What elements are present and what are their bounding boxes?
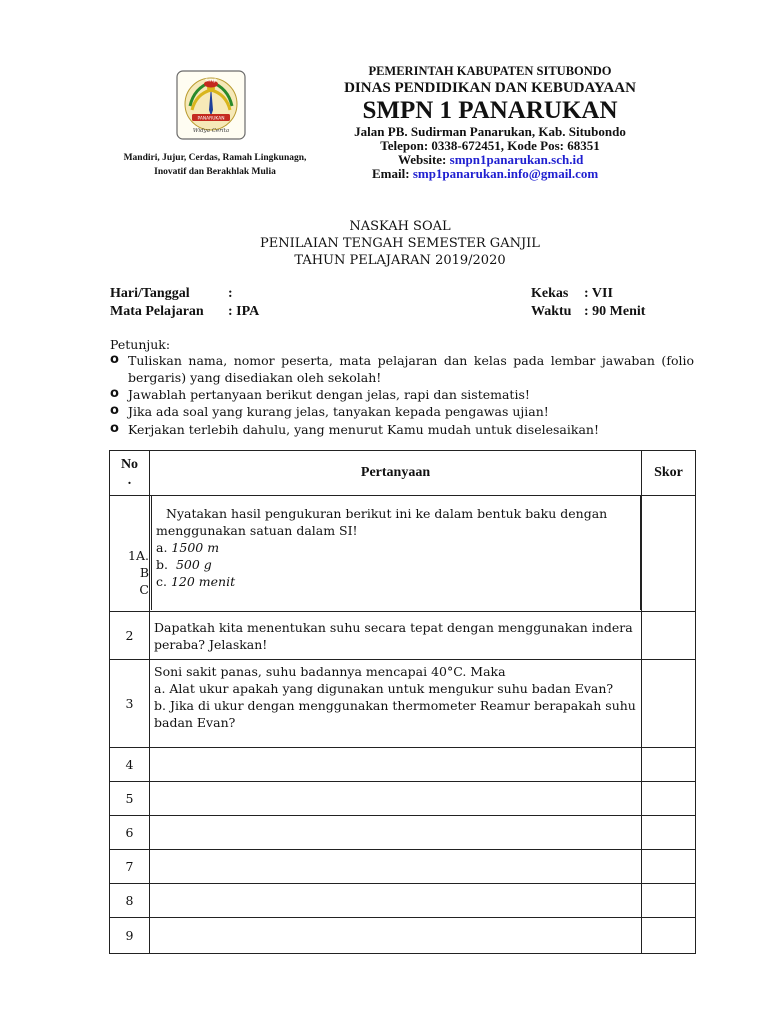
table-row bbox=[110, 816, 696, 850]
question-1-frame bbox=[151, 496, 641, 610]
row-number: 3 bbox=[110, 660, 150, 748]
score-cell bbox=[642, 782, 696, 816]
day-label: Hari/Tanggal bbox=[110, 286, 190, 301]
question-cell bbox=[150, 748, 642, 782]
day-value: : bbox=[228, 286, 233, 301]
instruction-item: Jawablah pertanyaan berikut dengan jelas, rapi dan sistematis! bbox=[128, 387, 530, 402]
question-text: a. Alat ukur apakah yang digunakan untuk mengukur suhu badan Evan? bbox=[154, 681, 614, 696]
table-row bbox=[110, 660, 696, 748]
bullet-icon: o bbox=[110, 403, 119, 418]
school-logo bbox=[176, 70, 246, 140]
instruction-item: Jika ada soal yang kurang jelas, tanyakan kepada pengawas ujian! bbox=[128, 404, 549, 419]
question-cell bbox=[150, 850, 642, 884]
score-cell bbox=[642, 918, 696, 954]
subject-value: : IPA bbox=[228, 304, 260, 319]
school-address: Jalan PB. Sudirman Panarukan, Kab. Situbondo bbox=[354, 124, 626, 139]
table-header-row bbox=[110, 451, 696, 496]
question-cell bbox=[150, 918, 642, 954]
svg-text:smp: smp bbox=[205, 77, 217, 84]
bullet-icon: o bbox=[110, 386, 119, 401]
class-label: Kekas bbox=[531, 286, 569, 301]
subject-label: Mata Pelajaran bbox=[110, 304, 204, 319]
school-website: Website: smpn1panarukan.sch.id bbox=[398, 152, 584, 167]
svg-text:PANARUKAN: PANARUKAN bbox=[197, 116, 225, 122]
dept-name: DINAS PENDIDIKAN DAN KEBUDAYAAN bbox=[344, 80, 636, 96]
title-line: TAHUN PELAJARAN 2019/2020 bbox=[294, 253, 506, 268]
question-text: Nyatakan hasil pengukuran berikut ini ke dalam bentuk baku dengan bbox=[166, 506, 608, 521]
class-value: : VII bbox=[584, 286, 613, 301]
table-row bbox=[110, 884, 696, 918]
question-cell bbox=[150, 816, 642, 850]
row-number: 6 bbox=[110, 816, 150, 850]
school-motto bbox=[95, 151, 335, 179]
header-score: Skor bbox=[642, 451, 696, 496]
school-email: Email: smp1panarukan.info@gmail.com bbox=[372, 166, 599, 181]
instruction-item: Kerjakan terlebih dahulu, yang menurut Kamu mudah untuk diselesaikan! bbox=[128, 422, 599, 437]
bullet-icon: o bbox=[110, 421, 119, 436]
row-number: 1A. B C bbox=[110, 496, 150, 612]
instructions-heading: Petunjuk: bbox=[110, 337, 171, 352]
score-cell bbox=[642, 612, 696, 660]
question-cell bbox=[150, 782, 642, 816]
question-text: badan Evan? bbox=[154, 715, 236, 730]
website-link[interactable]: smpn1panarukan.sch.id bbox=[449, 152, 584, 167]
table-row bbox=[110, 918, 696, 954]
option: a. 1500 m bbox=[156, 540, 220, 555]
score-cell bbox=[642, 748, 696, 782]
row-number: 4 bbox=[110, 748, 150, 782]
score-cell bbox=[642, 816, 696, 850]
row-number: 8 bbox=[110, 884, 150, 918]
question-text: Soni sakit panas, suhu badannya mencapai 40°C. Maka bbox=[154, 664, 506, 679]
exam-info bbox=[110, 285, 670, 321]
question-cell bbox=[150, 612, 642, 660]
table-row bbox=[110, 850, 696, 884]
header-no: No . bbox=[110, 451, 150, 496]
time-value: : 90 Menit bbox=[584, 304, 646, 319]
row-number: 9 bbox=[110, 918, 150, 954]
header-question: Pertanyaan bbox=[150, 451, 642, 496]
motto-line: Inovatif dan Berakhlak Mulia bbox=[154, 167, 276, 177]
question-cell bbox=[150, 884, 642, 918]
question-text: peraba? Jelaskan! bbox=[154, 636, 268, 652]
question-cell bbox=[150, 660, 642, 748]
bullet-icon: o bbox=[110, 352, 119, 367]
option: b. 500 g bbox=[156, 557, 212, 572]
instruction-item: Tuliskan nama, nomor peserta, mata pelajaran dan kelas pada lembar jawaban (folio bergaris) yang disediakan oleh sekolah! bbox=[128, 353, 694, 385]
score-cell bbox=[642, 884, 696, 918]
school-name: SMPN 1 PANARUKAN bbox=[362, 97, 618, 124]
question-text: Dapatkah kita menentukan suhu secara tepat dengan menggunakan indera bbox=[154, 619, 633, 635]
motto-line: Mandiri, Jujur, Cerdas, Ramah Lingkunagn, bbox=[123, 153, 307, 163]
time-label: Waktu bbox=[531, 304, 572, 319]
email-link[interactable]: smp1panarukan.info@gmail.com bbox=[412, 166, 599, 181]
score-cell bbox=[642, 496, 696, 612]
question-text: menggunakan satuan dalam SI! bbox=[156, 523, 358, 538]
score-cell bbox=[642, 850, 696, 884]
table-row bbox=[110, 612, 696, 660]
school-phone: Telepon: 0338-672451, Kode Pos: 68351 bbox=[380, 138, 600, 153]
row-number: 7 bbox=[110, 850, 150, 884]
option: c. 120 menit bbox=[156, 574, 236, 589]
title-line: NASKAH SOAL bbox=[349, 219, 451, 234]
question-text: b. Jika di ukur dengan menggunakan thermometer Reamur berapakah suhu bbox=[154, 698, 636, 713]
table-row bbox=[110, 748, 696, 782]
svg-text:Widya Cerita: Widya Cerita bbox=[192, 128, 230, 134]
table-row bbox=[110, 782, 696, 816]
row-number: 5 bbox=[110, 782, 150, 816]
score-cell bbox=[642, 660, 696, 748]
title-line: PENILAIAN TENGAH SEMESTER GANJIL bbox=[260, 236, 540, 251]
gov-name: PEMERINTAH KABUPATEN SITUBONDO bbox=[368, 64, 612, 78]
document-title bbox=[150, 218, 650, 269]
row-number: 2 bbox=[110, 612, 150, 660]
letterhead bbox=[320, 64, 660, 181]
